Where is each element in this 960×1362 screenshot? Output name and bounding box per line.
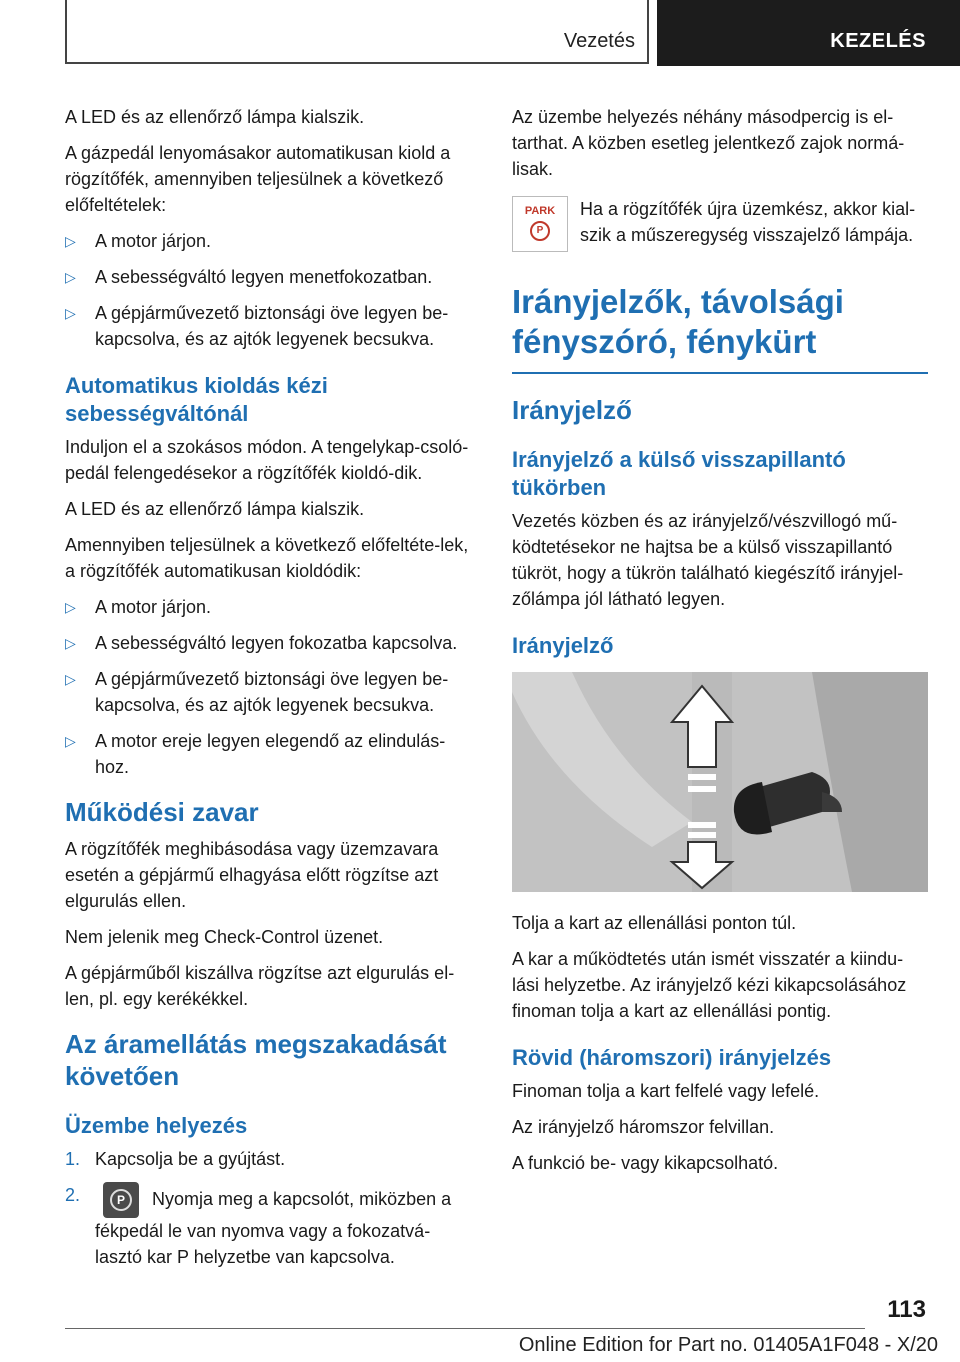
page-number: 113 [887,1296,926,1323]
step-text: Kapcsolja be a gyújtást. [95,1149,286,1169]
step-number: 1. [65,1149,81,1169]
left-column [65,104,477,1280]
paragraph: A gépjárműből kiszállva rögzítse azt elgurulás el-len, pl. egy kerékékkel. [65,963,455,1009]
section-heading: Az áramellátás megszakadását követően [65,1029,447,1091]
paragraph: A LED és az ellenőrző lámpa kialszik. [65,499,365,519]
parking-brake-symbol: P [110,1189,132,1211]
paragraph: A gázpedál lenyomásakor automatikusan kiold a rögzítőfék, amennyiben teljesülnek a következő előfeltételek: [65,143,451,215]
list-item: ▷ A gépjárművezető biztonsági öve legyen be-kapcsolva, és az ajtók legyenek becsukva. [65,300,477,352]
paragraph: A rögzítőfék meghibásodása vagy üzemzavara esetén a gépjármű elhagyása előtt rögzítse azt elgurulás ellen. [65,839,439,911]
paragraph: Vezetés közben és az irányjelző/vészvillogó mű-ködtetésekor ne hajtsa be a külső visszapillantó tükröt, hogy a tükrön található kiegészítő irányjel-zőlámpa jól látható legyen. [512,511,904,609]
header-chapter-tab [657,0,960,66]
turn-signal-lever-illustration [512,672,928,892]
list-item: ▷ A motor járjon. [65,594,477,620]
list-item: ▷ A sebességváltó legyen menetfokozatban. [65,264,477,290]
list-item: ▷ A motor ereje legyen elegendő az elindulás-hoz. [65,728,477,780]
paragraph: A LED és az ellenőrző lámpa kialszik. [65,107,365,127]
subsection-heading: Rövid (háromszori) irányjelzés [512,1045,832,1070]
subsection-heading: Üzembe helyezés [65,1113,248,1138]
paragraph: Az üzembe helyezés néhány másodpercig is el-tarthat. A közben esetleg jelentkező zajok normá-lisak. [512,107,905,179]
section-heading: Működési zavar [65,797,259,827]
park-icon-symbol: P [530,221,550,241]
park-warning-icon [512,196,568,252]
section-title: Vezetés [563,30,635,52]
section-heading: Irányjelző [512,395,632,425]
lever-diagram [512,672,928,892]
subsection-heading: Irányjelző [512,633,614,658]
paragraph: Az irányjelző háromszor felvillan. [512,1117,775,1137]
paragraph: Ha a rögzítőfék újra üzemkész, akkor kial-szik a műszeregység visszajelző lámpája. [580,199,916,245]
footer-edition: Online Edition for Part no. 01405A1F048 - X/20 [518,1334,938,1356]
numbered-step [65,1146,477,1172]
footer-divider [65,1328,865,1329]
subsection-heading: Irányjelző a külső visszapillantó tükörben [512,447,846,500]
step-text: Nyomja meg a kapcsolót, miközben a fékpedál le van nyomva vagy a fokozatvá-lasztó kar P helyzetbe van kapcsolva. [95,1188,452,1267]
right-column [512,104,928,1186]
header-section-tab [65,0,649,64]
park-icon-label: PARK [524,205,556,217]
step-number: 2. [65,1185,81,1205]
section-heading: Automatikus kioldás kézi sebességváltónál [65,373,328,426]
paragraph: A funkció be- vagy kikapcsolható. [512,1153,779,1173]
list-item: ▷ A motor járjon. [65,228,477,254]
paragraph: Induljon el a szokásos módon. A tengelykap-csoló-pedál felengedésekor a rögzítőfék kioldó-dik. [65,437,469,483]
numbered-step [65,1182,477,1270]
paragraph: Tolja a kart az ellenállási ponton túl. [512,913,797,933]
list-item: ▷ A gépjárművezető biztonsági öve legyen be-kapcsolva, és az ajtók legyenek becsukva. [65,666,477,718]
list-item: ▷ A sebességváltó legyen fokozatba kapcsolva. [65,630,477,656]
paragraph: Finoman tolja a kart felfelé vagy lefelé. [512,1081,820,1101]
paragraph: Nem jelenik meg Check-Control üzenet. [65,927,384,947]
chapter-title: KEZELÉS [830,30,926,52]
paragraph: Amennyiben teljesülnek a következő előfeltéte-lek, a rögzítőfék automatikusan kioldódik: [65,535,469,581]
parking-brake-button-icon [103,1182,139,1218]
chapter-heading: Irányjelzők, távolsági fényszóró, fénykürt [512,282,928,374]
indicator-note [512,196,928,252]
paragraph: A kar a működtetés után ismét visszatér a kiindu-lási helyzetbe. Az irányjelző kézi kikapcsolásához finoman tolja a kart az ellenállási pontig. [512,949,907,1021]
